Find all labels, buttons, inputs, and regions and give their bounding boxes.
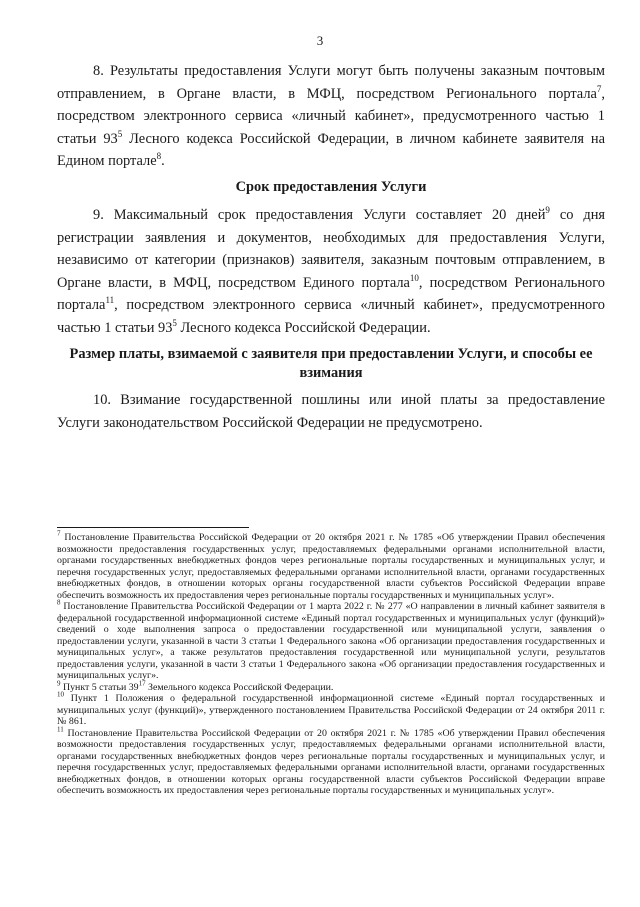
footnote-separator xyxy=(57,527,249,528)
footnote-text: Постановление Правительства Российской Федерации от 1 марта 2022 г. № 277 «О направлении в личный кабинет заявителя в федеральной государственной информационной системе «Единый портал государственных и муниципальных услуг (функций)» сведений о ходе выполнения запроса о предоставлении государственной или муниципальной услуги, заявления о предоставлении услуги, указанной в части 3 статьи 1 Федерального закона «Об организации предоставления государственных и муниципальных услуг», а также результатов предоставления государственной или муниципальной услуги, результатов предоставления услуги, указанной в части 3 статьи 1 Федерального закона «Об организации предоставления государственных и муниципальных услуг». xyxy=(57,601,606,681)
paragraph-10 xyxy=(57,389,605,434)
footnote-ref: 9 xyxy=(545,205,550,216)
paragraph-text: со дня регистрации заявления и документов, необходимых для предоставления Услуги, независимо от категории (признаков) заявителя, заказным почтовым отправлением, в Органе власти, в МФЦ, посредством Единого портала xyxy=(57,207,606,291)
paragraph-text: . xyxy=(161,153,165,169)
page-number: 3 xyxy=(316,33,324,48)
article-superscript: 5 xyxy=(172,317,177,328)
footnote-text: Пункт 5 статьи 39 xyxy=(62,681,139,693)
footnote-text: Постановление Правительства Российской Федерации от 20 октября 2021 г. № 1785 «Об утверждении Правил обеспечения возможности предоставления государственных услуг, предоставляемых федеральными органами исполнительной власти, органами государственных внебюджетных фондов через региональные порталы государственных и муниципальных услуг, и перечня государственных услуг, предоставляемых федеральными органами исполнительной власти, органами государственных внебюджетных фондов, в отношении которых органы государственной власти субъектов Российской Федерации вправе обеспечить возможность их предоставления через региональные порталы государственных и муниципальных услуг». xyxy=(57,727,606,796)
paragraph-text: Взимание государственной пошлины или иной платы за предоставление Услуги законодательством Российской Федерации не предусмотрено. xyxy=(57,392,605,431)
footnote-mark: 9 xyxy=(57,679,61,688)
footnote-9 xyxy=(57,679,605,694)
footnote-10 xyxy=(57,690,605,728)
paragraph-number: 10. xyxy=(93,392,111,408)
paragraph-text: , посредством электронного сервиса «личный кабинет», предусмотренного частью 1 статьи 93 xyxy=(57,297,605,336)
footnote-ref: 8 xyxy=(156,151,162,162)
article-superscript: 17 xyxy=(138,679,146,688)
paragraph-number: 8. xyxy=(93,63,104,79)
paragraph-9 xyxy=(57,204,605,339)
footnote-text: Постановление Правительства Российской Федерации от 20 октября 2021 г. № 1785 «Об утверждении Правил обеспечения возможности предоставления государственных услуг, предоставляемых федеральными органами исполнительной власти, органами государственных внебюджетных фондов через региональные порталы государственных и муниципальных услуг, и перечня государственных услуг, предоставляемых федеральными органами исполнительной власти, органами государственных внебюджетных фондов, в отношении которых органы государственной власти субъектов Российской Федерации вправе обеспечить возможность их предоставления через региональные порталы государственных и муниципальных услуг». xyxy=(57,532,606,601)
section-heading-term: Срок предоставления Услуги xyxy=(235,179,427,195)
paragraph-text: , посредством Регионального портала xyxy=(57,274,605,313)
footnote-ref: 11 xyxy=(105,295,115,306)
paragraph-text: , посредством электронного сервиса «личный кабинет», предусмотренного частью 1 статьи 93 xyxy=(57,85,605,147)
paragraph-text: Максимальный срок предоставления Услуги составляет 20 дней xyxy=(113,207,546,223)
footnote-text: Земельного кодекса Российской Федерации. xyxy=(145,681,334,693)
article-superscript: 5 xyxy=(117,128,123,139)
paragraph-text: Результаты предоставления Услуги могут быть получены заказным почтовым отправлением, в Органе власти, в МФЦ, посредством Регионального портала xyxy=(57,63,605,102)
footnote-mark: 11 xyxy=(57,725,64,734)
footnote-11 xyxy=(57,725,606,797)
footnotes xyxy=(57,529,606,797)
footnote-text: Пункт 1 Положения о федеральной государственной информационной системе «Единый портал государственных и муниципальных услуг (функций)», утвержденного постановлением Правительства Российской Федерации от 24 октября 2011 г. № 861. xyxy=(57,693,605,727)
paragraph-text: Лесного кодекса Российской Федерации, в личном кабинете заявителя на Едином портале xyxy=(57,130,605,169)
footnote-mark: 7 xyxy=(57,529,61,538)
paragraph-8 xyxy=(57,60,605,173)
paragraph-text: Лесного кодекса Российской Федерации. xyxy=(176,319,431,336)
footnote-ref: 10 xyxy=(409,272,419,283)
footnote-ref: 7 xyxy=(596,83,602,94)
footnote-7 xyxy=(57,529,606,601)
footnote-mark: 10 xyxy=(57,690,64,699)
footnote-8 xyxy=(57,598,606,682)
footnote-mark: 8 xyxy=(57,598,61,607)
paragraph-number: 9. xyxy=(93,207,104,223)
section-heading-fee: Размер платы, взимаемой с заявителя при предоставлении Услуги, и способы ее взимания xyxy=(69,346,593,381)
